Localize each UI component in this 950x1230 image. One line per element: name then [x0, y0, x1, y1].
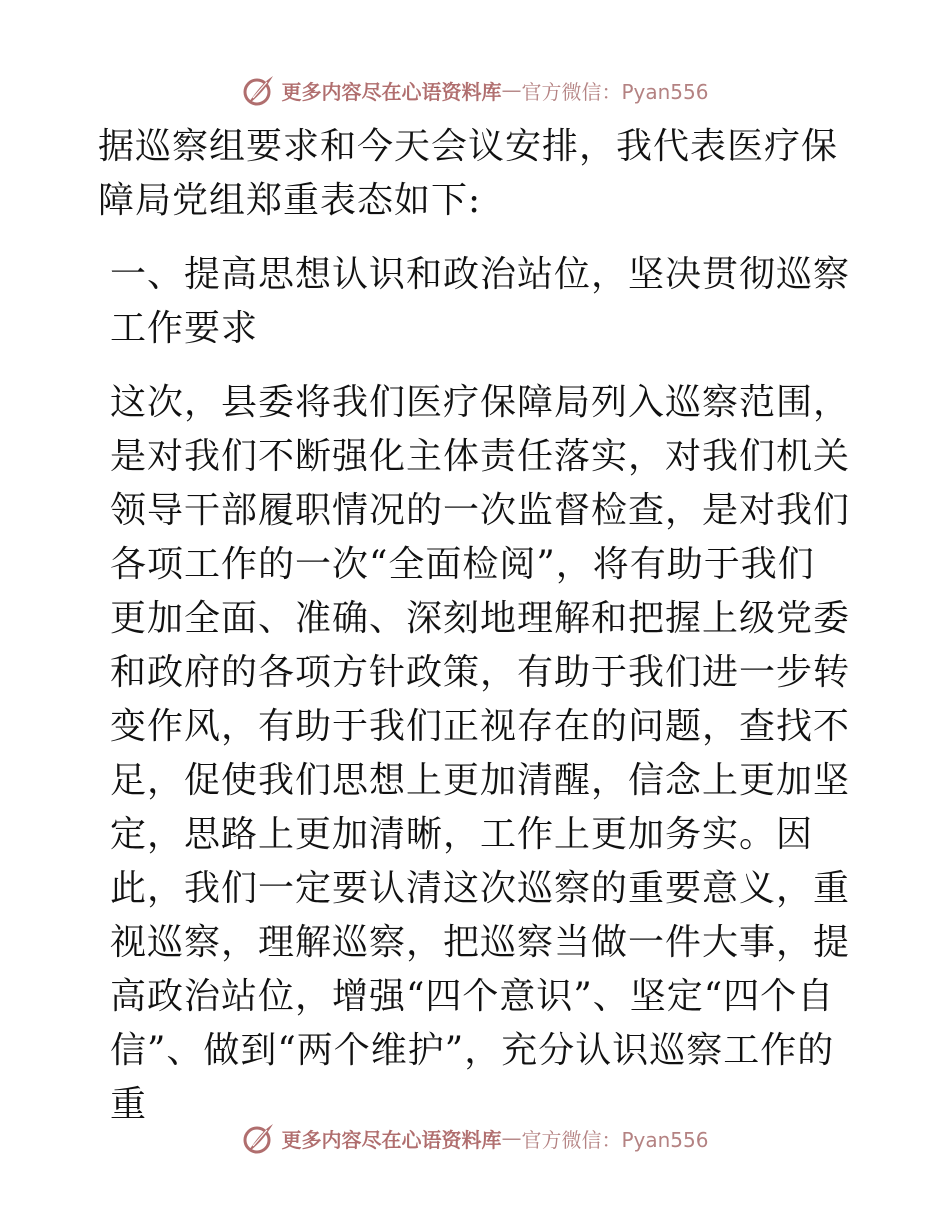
header-banner [0, 70, 950, 110]
body-paragraph-1: 这次，县委将我们医疗保障局列入巡察范围，是对我们不断强化主体责任落实，对我们机关领导干部履职情况的一次监督检查，是对我们各项工作的一次“全面检阅”，将有助于我们更加全面、准确、深刻地理解和把握上级党委和政府的各项方针政策，有助于我们进一步转变作风，有助于我们正视存在的问题，查找不足，促使我们思想上更加清醒，信念上更加坚定，思路上更加清晰，工作上更加务实。因此，我们一定要认清这次巡察的重要意义，重视巡察，理解巡察，把巡察当做一件大事，提高政治站位，增强“四个意识”、坚定“四个自信”、做到“两个维护”，充分认识巡察工作的重 [110, 382, 851, 1125]
banner-main-text: 更多内容尽在心语资料库 [281, 1127, 502, 1152]
feather-pen-in-circle-icon [241, 1120, 277, 1156]
intro-paragraph: 据巡察组要求和今天会议安排，我代表医疗保障局党组郑重表态如下: [98, 126, 839, 221]
banner-wechat-text: 官方微信：Pyan556 [521, 79, 709, 104]
banner-wechat-text: 官方微信：Pyan556 [521, 1127, 709, 1152]
banner-dash: — [501, 78, 522, 102]
footer-banner [0, 1118, 950, 1158]
feather-pen-in-circle-icon [241, 72, 277, 108]
banner-dash: — [501, 1126, 522, 1150]
section-heading-1: 一、提高思想认识和政治站位，坚决贯彻巡察工作要求 [110, 254, 851, 349]
banner-main-text: 更多内容尽在心语资料库 [281, 79, 502, 104]
document-body [98, 120, 850, 1132]
